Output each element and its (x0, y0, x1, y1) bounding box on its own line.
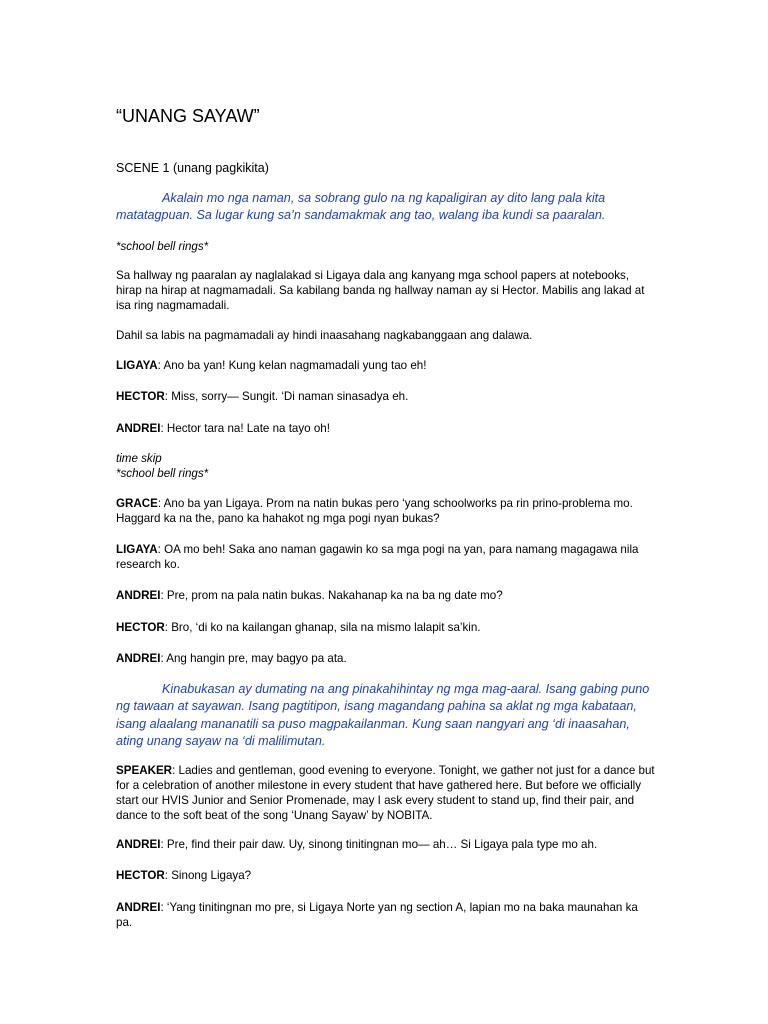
dialogue-text: : Miss, sorry— Sungit. ‘Di naman sinasadya eh. (164, 390, 409, 403)
dialogue-text: : Hector tara na! Late na tayo oh! (160, 422, 330, 435)
stage-direction-bell: *school bell rings* (116, 240, 209, 253)
dialogue-text: : Pre, find their pair daw. Uy, sinong tinitingnan mo— ah… Si Ligaya pala type mo ah. (160, 838, 598, 851)
dialogue-text: : OA mo beh! Saka ano naman gagawin ko sa mga pogi na yan, para namang magagawa nila research ko. (116, 543, 639, 571)
speaker-name: HECTOR (116, 390, 165, 403)
speaker-name: LIGAYA (116, 359, 158, 372)
dialogue-line (116, 542, 656, 572)
speaker-name: ANDREI (116, 652, 161, 665)
narration-opening: Akalain mo nga naman, sa sobrang gulo na ng kapaligiran ay dito lang pala kita matatagpuan. Sa lugar kung sa’n sandamakmak ang tao, walang iba kundi sa paaralan. (116, 191, 606, 223)
speaker-name: ANDREI (116, 901, 161, 914)
dialogue-line (116, 358, 656, 373)
dialogue-line (116, 763, 656, 823)
speaker-name: LIGAYA (116, 543, 158, 556)
dialogue-line (116, 651, 656, 666)
speaker-name: ANDREI (116, 422, 161, 435)
dialogue-text: : Ang hangin pre, may bagyo pa ata. (160, 652, 347, 665)
dialogue-line (116, 389, 656, 404)
dialogue-text: : Pre, prom na pala natin bukas. Nakahanap ka na ba ng date mo? (160, 589, 503, 602)
speaker-name: HECTOR (116, 621, 165, 634)
narrative-paragraph-collision: Dahil sa labis na pagmamadali ay hindi inaasahang nagkabanggaan ang dalawa. (116, 329, 533, 342)
dialogue-line (116, 900, 656, 930)
dialogue-line (116, 496, 656, 526)
dialogue-text: : Ano ba yan Ligaya. Prom na natin bukas pero ‘yang schoolworks pa rin prino-problema mo. Haggard ka na the, pano ka hahakot ng mga pogi nyan bukas? (116, 497, 633, 525)
dialogue-line (116, 620, 656, 635)
speaker-name: GRACE (116, 497, 158, 510)
dialogue-text: : Bro, ‘di ko na kailangan ghanap, sila na mismo lalapit sa’kin. (164, 621, 481, 634)
stage-direction-time-skip: time skip (116, 452, 162, 465)
dialogue-text: : Sinong Ligaya? (164, 869, 252, 882)
narration-prom-night: Kinabukasan ay dumating na ang pinakahihintay ng mga mag-aaral. Isang gabing puno ng tawaan at sayawan. Isang pagtitipon, isang magandang pahina sa aklat ng mga kabataan, isang alaalang mananatili sa puso magpakailanman. Kung saan nangyari ang ‘di inaasahan, ating unang sayaw na ‘di malilimutan. (116, 682, 650, 748)
stage-direction-bell-2: *school bell rings* (116, 467, 209, 480)
narrative-paragraph-hallway: Sa hallway ng paaralan ay naglalakad si Ligaya dala ang kanyang mga school papers at notebooks, hirap na hirap at nagmamadali. Sa kabilang banda ng hallway naman ay si Hector. Mabilis ang lakad at isa ring nagmamadali. (116, 269, 645, 312)
speaker-name: HECTOR (116, 869, 165, 882)
dialogue-line (116, 837, 656, 852)
dialogue-line (116, 868, 656, 883)
dialogue-line (116, 588, 656, 603)
speaker-name: ANDREI (116, 838, 161, 851)
dialogue-line (116, 421, 656, 436)
dialogue-text: : Ladies and gentleman, good evening to everyone. Tonight, we gather not just for a dance but for a celebration of another milestone in every student that have gathered here. But before we officially start our HVIS Junior and Senior Promenade, may I ask every student to stand up, find their pair, and dance to the soft beat of the song ‘Unang Sayaw’ by NOBITA. (116, 764, 655, 822)
dialogue-text: : Ano ba yan! Kung kelan nagmamadali yung tao eh! (157, 359, 427, 372)
speaker-name: SPEAKER (116, 764, 173, 777)
dialogue-text: : ‘Yang tinitingnan mo pre, si Ligaya Norte yan ng section A, lapian mo na baka maunahan ka pa. (116, 901, 638, 929)
document-title: “UNANG SAYAW” (116, 106, 260, 126)
scene-heading: SCENE 1 (unang pagkikita) (116, 161, 269, 175)
speaker-name: ANDREI (116, 589, 161, 602)
